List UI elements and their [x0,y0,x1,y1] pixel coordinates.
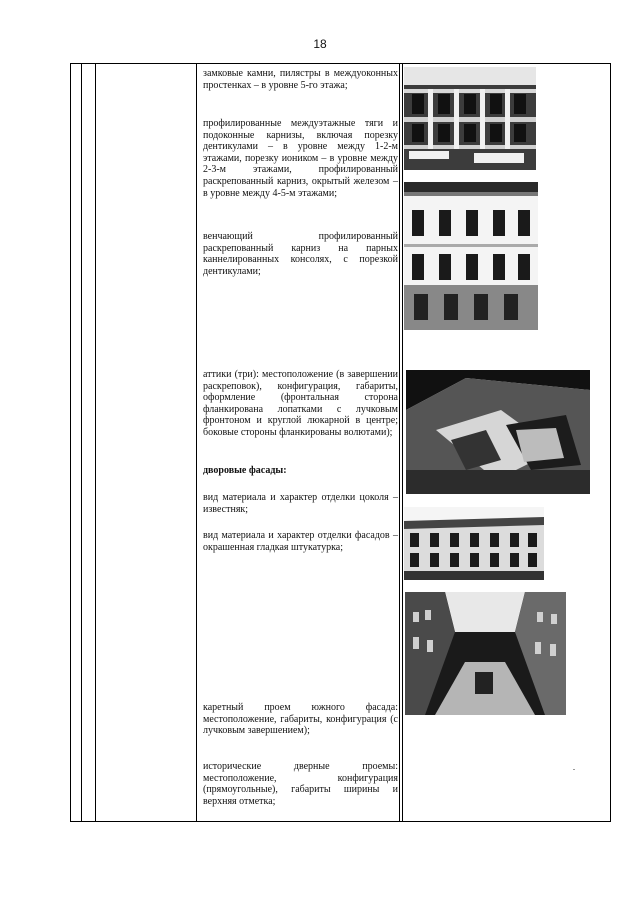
paragraph-crowning-cornice: венчающий профилированный раскрепованный карниз на парных каннелированных консолях, с порезкой дентикулами; [203,231,398,277]
paragraph-courtyard-heading: дворовые фасады: [203,465,287,476]
paragraph-facade-finish: вид материала и характер отделки фасадов – окрашенная гладкая штукатурка; [203,530,398,553]
column-divider [81,64,82,821]
courtyard-view-photo [405,592,566,715]
paragraph-attics: аттики (три): местоположение (в завершении раскреповок), конфигурация, габариты, оформление (фронтальная сторона фланкирована лопатками с лучковым фронтоном и круглой люкарной в центре; боковые стороны фланкированы волютами); [203,369,398,438]
paragraph-cornices: профилированные междуэтажные тяги и подоконные карнизы, включая порезку дентикулами – в уровне между 1-2-м этажами, порезку иоником – в уровне между 2-3-м этажами, профилированный раскрепованный карниз, окрытый железом – в уровне между 4-5-м этажами; [203,118,398,199]
column-divider [399,64,403,821]
page-number: 18 [313,37,327,51]
paragraph-plinth: вид материала и характер отделки цоколя – известняк; [203,492,398,515]
facade-photo-cornice [404,182,538,330]
courtyard-facade-photo [404,507,544,580]
roof-attic-photo [406,370,590,494]
paragraph-carriage-opening: каретный проем южного фасада: местоположение, габариты, конфигурация (с лучковым завершением); [203,702,398,737]
column-divider [196,64,197,821]
paragraph-keystones: замковые камни, пилястры в междуоконных простенках – в уровне 5-го этажа; [203,68,398,91]
scan-speck [573,769,575,770]
paragraph-door-openings: исторические дверные проемы: местоположение, конфигурация (прямоугольные), габариты ширины и верхняя отметка; [203,761,398,807]
column-divider [95,64,96,821]
facade-photo-upper-floors [404,67,536,170]
